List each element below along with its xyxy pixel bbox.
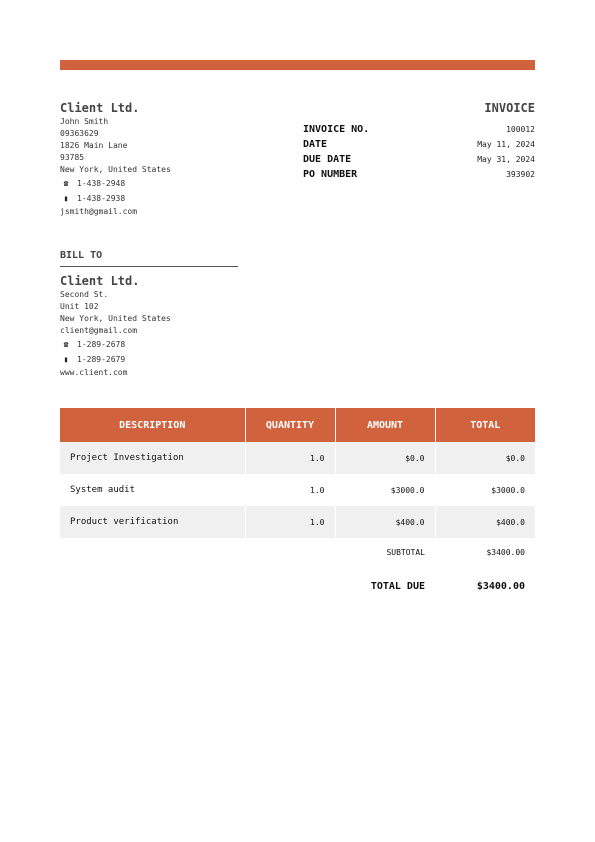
total-due-row bbox=[335, 581, 535, 592]
bill-to-website: www.client.com bbox=[60, 368, 128, 377]
meta-row bbox=[303, 169, 535, 184]
cell-description: Project Investigation bbox=[60, 442, 245, 474]
meta-value-invoice-no: 100012 bbox=[506, 125, 535, 134]
sender-block bbox=[60, 101, 290, 218]
line-items-table bbox=[60, 408, 535, 538]
meta-value-due-date: May 31, 2024 bbox=[477, 155, 535, 164]
header-amount: AMOUNT bbox=[335, 408, 435, 442]
sender-number: 09363629 bbox=[60, 129, 99, 138]
bill-to-mobile: 1-289-2679 bbox=[77, 355, 126, 364]
bill-to-company: Client Ltd. bbox=[60, 274, 140, 288]
phone-icon: ☎ bbox=[63, 340, 69, 349]
subtotal-row bbox=[335, 548, 535, 557]
bill-to-location: New York, United States bbox=[60, 314, 171, 323]
cell-total: $400.0 bbox=[435, 506, 535, 538]
bill-to-label: BILL TO bbox=[60, 250, 238, 267]
header-quantity: QUANTITY bbox=[245, 408, 335, 442]
cell-total: $3000.0 bbox=[491, 485, 525, 495]
subtotal-label: SUBTOTAL bbox=[386, 548, 425, 557]
sender-location: New York, United States bbox=[60, 165, 171, 174]
bill-to-block bbox=[60, 250, 238, 379]
table-row bbox=[60, 442, 535, 474]
cell-quantity: 1.0 bbox=[245, 474, 335, 506]
sender-contact: John Smith bbox=[60, 117, 109, 126]
bill-to-phone: 1-289-2678 bbox=[77, 340, 126, 349]
subtotal-value: $3400.00 bbox=[486, 548, 525, 557]
bill-to-phone-line bbox=[60, 337, 238, 352]
cell-description: System audit bbox=[60, 474, 245, 506]
meta-row bbox=[303, 139, 535, 154]
sender-phone: 1-438-2948 bbox=[77, 179, 126, 188]
meta-label-date: DATE bbox=[303, 139, 328, 150]
table-row bbox=[60, 474, 535, 506]
sender-company: Client Ltd. bbox=[60, 101, 140, 115]
meta-row bbox=[303, 154, 535, 169]
sender-email: jsmith@gmail.com bbox=[60, 207, 138, 216]
table-row bbox=[60, 506, 535, 538]
meta-label-po-number: PO NUMBER bbox=[303, 169, 358, 180]
meta-row bbox=[303, 124, 535, 139]
total-due-label: TOTAL DUE bbox=[370, 581, 425, 592]
total-due-value: $3400.00 bbox=[476, 581, 525, 592]
cell-amount: $400.0 bbox=[335, 506, 435, 538]
cell-amount: $3000.0 bbox=[335, 474, 435, 506]
meta-value-po-number: 393902 bbox=[506, 170, 535, 179]
cell-description: Product verification bbox=[60, 506, 245, 538]
mobile-icon: ▮ bbox=[63, 355, 69, 364]
mobile-icon: ▮ bbox=[63, 194, 69, 203]
sender-mobile: 1-438-2938 bbox=[77, 194, 126, 203]
sender-zip: 93785 bbox=[60, 153, 85, 162]
header-description: DESCRIPTION bbox=[60, 408, 245, 442]
table-header-row bbox=[60, 408, 535, 442]
bill-to-body bbox=[60, 274, 238, 379]
cell-total: $0.0 bbox=[435, 442, 535, 474]
bill-to-email: client@gmail.com bbox=[60, 326, 138, 335]
cell-quantity: 1.0 bbox=[245, 442, 335, 474]
meta-value-date: May 11, 2024 bbox=[477, 140, 535, 149]
sender-mobile-line bbox=[60, 191, 290, 206]
invoice-title: INVOICE bbox=[484, 101, 535, 115]
accent-bar bbox=[60, 60, 535, 70]
sender-phone-line bbox=[60, 176, 290, 191]
cell-amount: $0.0 bbox=[335, 442, 435, 474]
meta-label-due-date: DUE DATE bbox=[303, 154, 352, 165]
bill-to-mobile-line bbox=[60, 352, 238, 367]
header-total: TOTAL bbox=[435, 408, 535, 442]
sender-street: 1826 Main Lane bbox=[60, 141, 128, 150]
cell-quantity: 1.0 bbox=[245, 506, 335, 538]
bill-to-unit: Unit 102 bbox=[60, 302, 99, 311]
meta-label-invoice-no: INVOICE NO. bbox=[303, 124, 370, 135]
phone-icon: ☎ bbox=[63, 179, 69, 188]
invoice-meta bbox=[303, 124, 535, 184]
bill-to-street: Second St. bbox=[60, 290, 109, 299]
